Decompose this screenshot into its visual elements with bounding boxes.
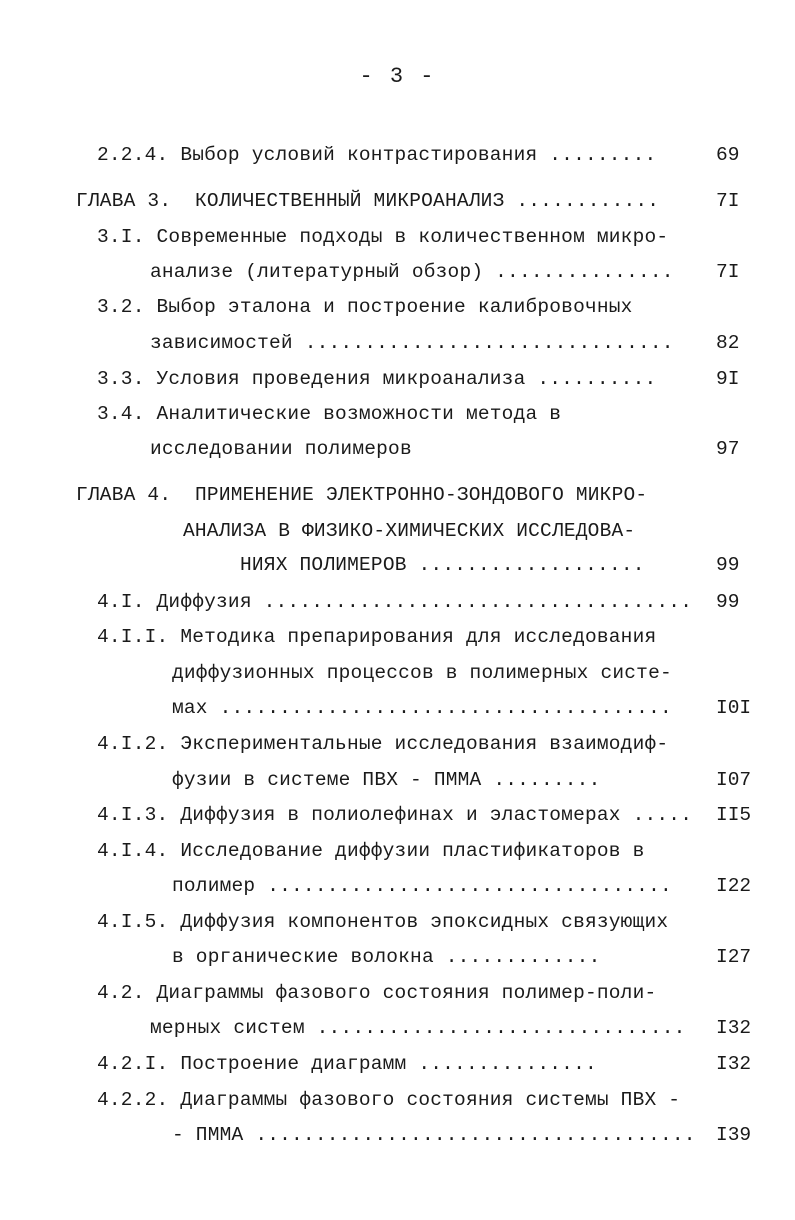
toc-page-number: 99 [716, 591, 740, 613]
toc-line: в органические волокна ............. [172, 946, 601, 968]
toc-page-number: 7I [716, 261, 740, 283]
toc-line: АНАЛИЗА В ФИЗИКО-ХИМИЧЕСКИХ ИССЛЕДОВА- [183, 520, 636, 542]
toc-page-number: 9I [716, 368, 740, 390]
toc-line: исследовании полимеров [150, 438, 412, 460]
toc-line: 4.I.2. Экспериментальные исследования взаимодиф- [97, 733, 669, 755]
toc-line: 4.I. Диффузия .................................... [97, 591, 693, 613]
toc-page-number: I07 [716, 769, 752, 791]
toc-page-number: 7I [716, 190, 740, 212]
toc-line: 3.3. Условия проведения микроанализа .......... [97, 368, 657, 390]
toc-line: 4.I.3. Диффузия в полиолефинах и эластомерах ..... [97, 804, 693, 826]
toc-line: - ПММА ..................................... [172, 1124, 696, 1146]
toc-line: мерных систем ............................... [150, 1017, 686, 1039]
toc-page-number: I39 [716, 1124, 752, 1146]
toc-line: 3.2. Выбор эталона и построение калибровочных [97, 296, 633, 318]
toc-line: ГЛАВА 3. КОЛИЧЕСТВЕННЫЙ МИКРОАНАЛИЗ ............ [76, 190, 660, 212]
toc-line: 4.I.I. Методика препарирования для исследования [97, 626, 657, 648]
toc-line: 4.2.2. Диаграммы фазового состояния системы ПВХ - [97, 1089, 681, 1111]
page-number: - 3 - [359, 64, 436, 89]
toc-line: мах ...................................... [172, 697, 672, 719]
toc-line: диффузионных процессов в полимерных систе- [172, 662, 672, 684]
toc-page-number: I0I [716, 697, 752, 719]
toc-page-number: I27 [716, 946, 752, 968]
toc-page-number: 69 [716, 144, 740, 166]
toc-line: 3.4. Аналитические возможности метода в [97, 403, 562, 425]
toc-line: НИЯХ ПОЛИМЕРОВ ................... [240, 554, 645, 576]
toc-line: фузии в системе ПВХ - ПММА ......... [172, 769, 601, 791]
toc-line: анализе (литературный обзор) ............... [150, 261, 674, 283]
toc-page-number: I32 [716, 1017, 752, 1039]
toc-page-number: 99 [716, 554, 740, 576]
toc-page-number: I32 [716, 1053, 752, 1075]
toc-line: 4.I.4. Исследование диффузии пластификаторов в [97, 840, 645, 862]
toc-line: 4.2.I. Построение диаграмм ............... [97, 1053, 597, 1075]
toc-page-number: II5 [716, 804, 752, 826]
toc-line: ГЛАВА 4. ПРИМЕНЕНИЕ ЭЛЕКТРОННО-ЗОНДОВОГО МИКРО- [76, 484, 648, 506]
toc-page-number: 82 [716, 332, 740, 354]
toc-line: зависимостей ............................... [150, 332, 674, 354]
toc-page-number: I22 [716, 875, 752, 897]
toc-line: 4.I.5. Диффузия компонентов эпоксидных связующих [97, 911, 669, 933]
toc-line: 4.2. Диаграммы фазового состояния полимер-поли- [97, 982, 657, 1004]
toc-line: полимер .................................. [172, 875, 672, 897]
toc-line: 3.I. Современные подходы в количественном микро- [97, 226, 669, 248]
toc-line: 2.2.4. Выбор условий контрастирования ......... [97, 144, 657, 166]
toc-page-number: 97 [716, 438, 740, 460]
